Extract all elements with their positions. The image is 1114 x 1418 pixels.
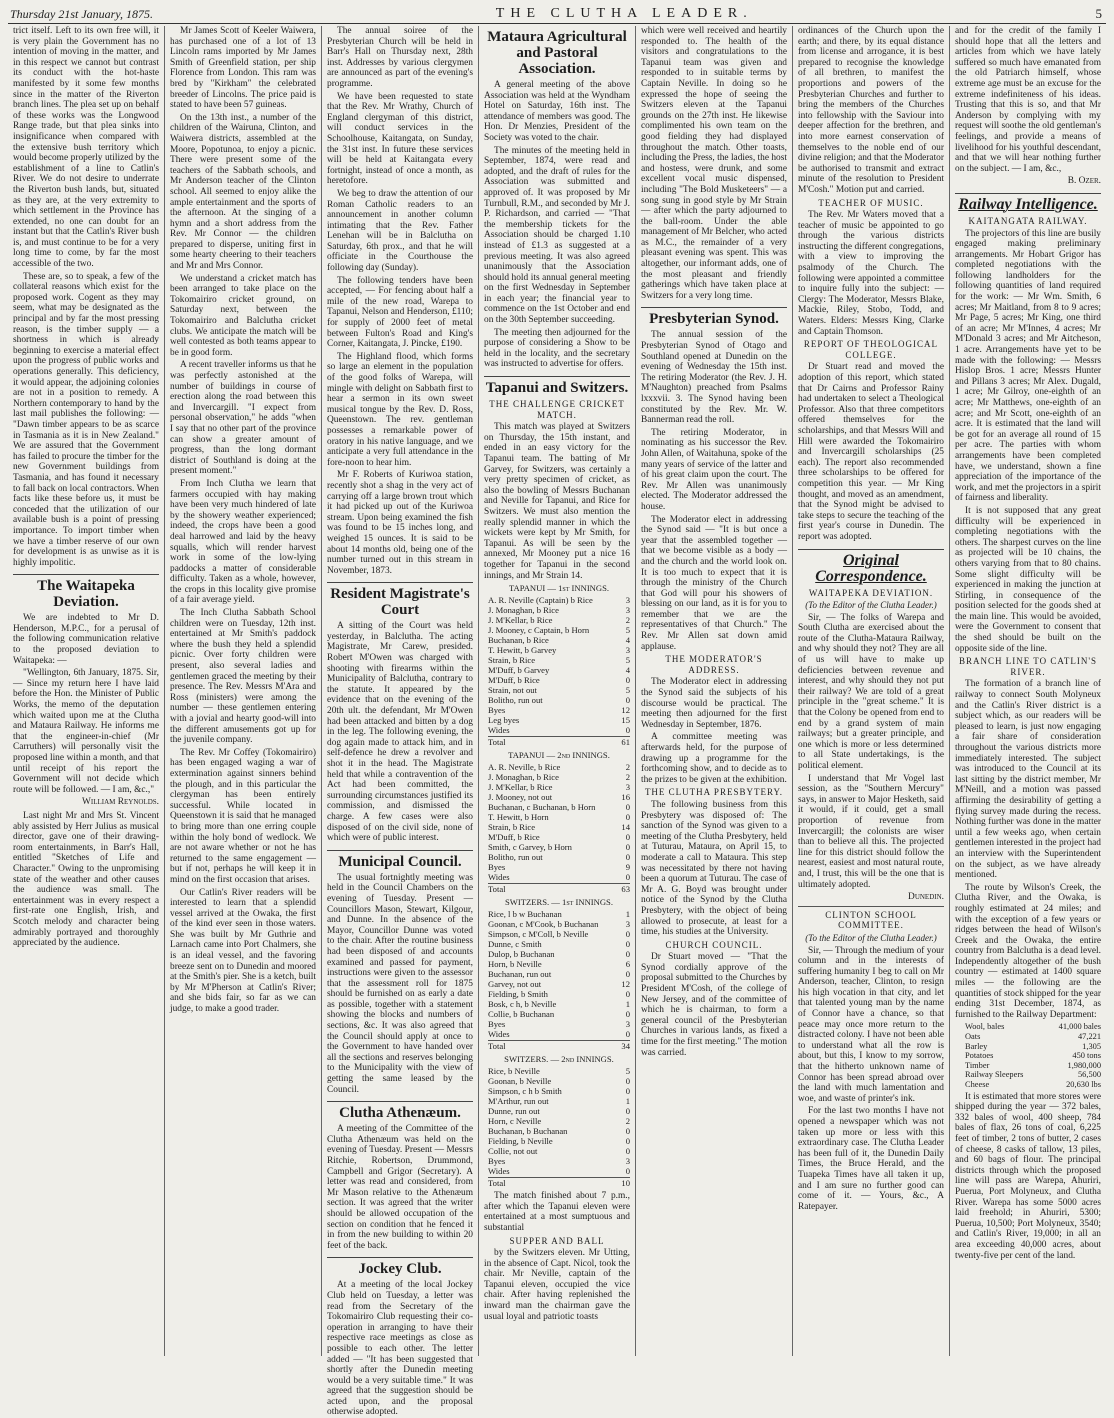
runs: 5	[625, 1066, 630, 1077]
score-row	[488, 1076, 630, 1086]
score-total: Total 34	[488, 1041, 630, 1052]
score-row	[488, 989, 630, 999]
article-paragraph: Mr James Scott of Keeler Waiwera, has purchased one of a lot of 13 Lincoln rams imported by Mr James Smith of Greenfield station, per ship Florence from London. This ram was bred by "Kirkham" the celebrated breeder of Lincolns. The price paid is stated to have been 57 guineas.	[170, 26, 316, 111]
article-paragraph: We beg to draw the attention of our Roman Catholic readers to an announcement in another column intimating that the Rev. Father Lenehan will be in Balclutha on Saturday, 6th prox., and that he will officiate in the Courthouse the following day (Sunday).	[327, 188, 473, 274]
column-4	[479, 26, 636, 1356]
stat-row	[965, 1080, 1101, 1090]
article-paragraph: The projectors of this line are busily engaged making preliminary arrangements. Mr Hobart Grigor has completed negotiations with the following landholders for the following quantities of land required for the work: — Mr Wm. Smith, 6 acres; Mr Maitland, from 8 to 9 acres; Mr Page, 5 acres; Mr King, one third of an acre; Mr M'Innes, 4 acres; Mr M'Donald 3 acres; and Mr Aitcheson, 1 acre. Arrangements have yet to be made with the following: — Messrs Hislop Bros. 1 acre; Messrs Hunter and Pillans 3 acres; Mr Alex. Dugald, 1 acre; Mr Gilroy, one-eighth of an acre; Mr Matthews, one-eighth of an acre; and Mr Scott, one-eighth of an acre. It is estimated that the land will be got for an average all round of 15 per acre. The parties with whom arrangements have been completed have, we understand, shown a fine appreciation of the importance of the work, and met the projectors in a spirit of fairness and liberality.	[955, 228, 1101, 504]
score-row	[488, 919, 630, 929]
score-row	[488, 862, 630, 872]
runs: 0	[625, 969, 630, 980]
score-row	[488, 1126, 630, 1136]
runs: 0	[625, 1126, 630, 1137]
article-paragraph: We are indebted to Mr D. Henderson, M.P.C., for a perusal of the following communication relative to the proposed deviation to Waitapeka: —	[13, 613, 159, 666]
article-paragraph: The following business from this Presbytery was disposed of: The sanction of the Synod was given to a meeting of the Clutha Presbytery, held at Tuturau, Mataura, on April 15, to moderate a call to Mataura. This step was necessitated by there not having been a quorum at Tuturau. The case of Mr A. G. Boyd was brought under notice of the Synod by the Clutha Presbytery, with the object of being allowed to prosecute, at least for a time, his studies at the University.	[641, 799, 787, 938]
score-row	[488, 929, 630, 939]
batsman: A. R. Neville, b Rice	[488, 762, 561, 773]
runs: 5	[625, 655, 630, 666]
batsman: Collie, b Buchanan	[488, 1009, 555, 1020]
article-paragraph: The Highland flood, which forms so large an element in the population of the good folks of Warepa, will mingle with delight on Sabbath first to hear a sermon in its own sweet musical tongue by the Rev. D. Ross, Queenstown. The rev. gentleman possesses a remarkable power of oratory in his native language, and we anticipate a very full attendance in the fore-noon to hear him.	[327, 351, 473, 468]
subheading: WAITAPEKA DEVIATION.	[808, 587, 934, 598]
batsman: Bolitho, run out	[488, 852, 543, 863]
score-row	[488, 1009, 630, 1019]
score-row	[488, 705, 630, 715]
batsman: Buchanan, b Rice	[488, 635, 549, 646]
batsman: M'Duff, b Rice	[488, 832, 540, 843]
runs: 0	[625, 832, 630, 843]
scorecard-switzers-2	[488, 1054, 630, 1188]
subheading: REPORT OF THEOLOGICAL COLLEGE.	[803, 339, 939, 360]
batsman: J. M'Kellar, b Rice	[488, 782, 553, 793]
score-row	[488, 979, 630, 989]
letter-signature: B. Ozer.	[1067, 176, 1101, 187]
batsman: Horn, b Neville	[488, 959, 542, 970]
newspaper-title: THE CLUTHA LEADER.	[495, 6, 753, 21]
subheading: BRANCH LINE TO CATLIN'S RIVER.	[958, 656, 1098, 677]
article-paragraph: The match finished about 7 p.m., after which the Tapanui eleven were entertained at a most sumptuous and substantial	[484, 1191, 630, 1233]
runs: 0	[625, 725, 630, 736]
article-paragraph: trict itself. Left to its own free will, it is very plain the Government has no intention of moving in the matter, and in this respect we cannot but contrast its conduct with the hot-haste manifested by it some few months since in the matter of the Riverton branch lines. The plea set up on behalf of these works was the Longwood Range trade, but that plea sinks into insignificance when compared with the extensive bush territory which would become properly utilized by the establishment of a line to Catlin's River. We do not desire to underrate the Riverton bush lands, but, situated as they are, at the very extremity to which settlement in the Province has extended, no one can doubt for an instant but that the Catlin's River bush is, and must continue to be for a very long time to come, by far the most accessible of the two.	[13, 26, 159, 270]
runs: 2	[625, 615, 630, 626]
article-paragraph: We have been requested to state that the Rev. Mr Wrathy, Church of England clergyman of this district, will conduct services in the Schoolhouse, Kaitangata, on Sunday, the 31st inst. In future these services will be held at Kaitangata every fortnight, instead of once a month, as heretofore.	[327, 91, 473, 187]
runs: 4	[625, 635, 630, 646]
runs: 0	[625, 949, 630, 960]
article-paragraph: The following tenders have been accepted, — For fencing about half a mile of the new road, Warepa to Tapanui, Nelson and Henderson, £110; for supply of 2000 feet of metal between Fulton's Road and King's Corner, Kaitangata, J. Pincke, £190.	[327, 275, 473, 350]
score-row	[488, 822, 630, 832]
batsman: Buchanan, run out	[488, 969, 552, 980]
stat-value: 20,630 lbs	[1066, 1080, 1101, 1089]
stat-label: Timber	[965, 1060, 990, 1070]
runs: 0	[625, 1009, 630, 1020]
score-row	[488, 665, 630, 675]
score-row	[488, 802, 630, 812]
runs: 1	[625, 909, 630, 920]
article-paragraph: I understand that Mr Vogel last session, as the "Southern Mercury" says, in answer to Major Hesketh, said it would, if it could, get a small proportion of revenue from Invercargill; the colonists are wiser than to believe all this. The projected line for this district should follow the nearest, easiest and most natural route, and, I trust, this will be the one that is ultimately adopted.	[798, 773, 944, 890]
scorecard-heading: SWITZERS. — 2nd INNINGS.	[504, 1054, 614, 1065]
batsman: Fielding, b Smith	[488, 989, 548, 1000]
article-paragraph: From Inch Clutha we learn that farmers occupied with hay making have been very much hindered of late by the showery weather experienced; indeed, the crops have been a good deal harrowed and laid by the heavy squalls, which will render harvest work in some of the low-lying paddocks a matter of considerable difficulty. Taken as a whole, however, the crops in this locality give promise of a fair average yield.	[170, 478, 316, 606]
score-row	[488, 909, 630, 919]
masthead	[8, 4, 1106, 24]
stat-label: Wool, bales	[965, 1022, 1005, 1032]
article-paragraph: Last night Mr and Mrs St. Vincent ably assisted by Herr Julius as musical director, gave one of their drawing-room entertainments, in Barr's Hall, entitled "Sketches of Life and Character." Owing to the unpromising state of the weather and other causes the audience was small. The entertainment was in every respect a first-rate one English, Irish, and Scotch melody and character being admirably portrayed and thoroughly appreciated by the audience.	[13, 810, 159, 949]
article-paragraph: At a meeting of the local Jockey Club held on Tuesday, a letter was read from the Secretary of the Tokomairiro Club requesting their co-operation in arranging to have their respective race meetings as close as possible to each other. The letter added — "It has been suggested that shortly after the Dunedin meeting would be a very suitable time." It was agreed that the suggestion should be acted upon, and the proposal otherwise adopted.	[327, 1280, 473, 1418]
batsman: Wides	[488, 725, 510, 736]
article-paragraph: A general meeting of the above Association was held at the Wyndham Hotel on Saturday, 16th inst. The attendance of members was good. The Hon. Dr Menzies, President of the Society was voted to the chair.	[484, 80, 630, 143]
score-row	[488, 872, 630, 882]
stat-label: Barley	[965, 1041, 988, 1051]
editor-note: (To the Editor of the Clutha Leader.)	[805, 600, 937, 611]
subheading: TEACHER OF MUSIC.	[818, 197, 924, 208]
article-paragraph: The Rev. Mr Coffey (Tokomairiro) has been engaged waging a war of extermination against sinners behind the plough, and in this particular the clergyman has been entirely successful. While located in Queenstown it is said that he managed to bring more than one erring couple within the holy bond of wedlock. We are not aware whether or not he has returned to the same engagement — but if not, perhaps he will keep it in mind on the first occasion that arises.	[170, 747, 316, 885]
score-row	[488, 595, 630, 605]
runs: 0	[625, 1136, 630, 1147]
issue-date: Thursday 21st January, 1875.	[10, 7, 154, 21]
runs: 12	[621, 705, 630, 716]
score-row	[488, 695, 630, 705]
batsman: M'Arthur, run out	[488, 1096, 549, 1107]
runs: 0	[625, 812, 630, 823]
runs: 3	[625, 595, 630, 606]
article-paragraph: A recent traveller informs us that he was perfectly astonished at the number of buildings in course of erection along the road between this and Invercargill. "I expect from personal observation," he adds "when I say that no other part of the province can show a greater amount of progress, than the long dormant district of Southland is doing at the present moment."	[170, 360, 316, 477]
runs: 1	[625, 1096, 630, 1107]
runs: 3	[625, 782, 630, 793]
score-row	[488, 715, 630, 725]
runs: 0	[625, 802, 630, 813]
score-row	[488, 939, 630, 949]
score-total: Total 61	[488, 737, 630, 748]
stat-value: 56,500	[1077, 1070, 1101, 1080]
stat-value: 41,000 bales	[1058, 1022, 1101, 1032]
letter-signature: William Reynolds.	[82, 797, 159, 808]
batsman: J. Monaghan, b Rice	[488, 605, 559, 616]
batsman: Bosk, c h, b Neville	[488, 999, 557, 1010]
runs: 2	[625, 762, 630, 773]
batsman: Fielding, b Neville	[488, 1136, 553, 1147]
subheading: THE CLUTHA PRESBYTERY.	[644, 787, 784, 798]
column-7	[950, 26, 1106, 1356]
stat-value: 450 tons	[1072, 1051, 1101, 1061]
stat-label: Cheese	[965, 1080, 990, 1089]
batsman: T. Hewitt, b Garvey	[488, 645, 557, 656]
article-paragraph: Dr Stuart read and moved the adoption of this report, which stated that Dr Cairns and Professor Rainy had undertaken to select a Theological Professor. Also that three competitors offered themselves for the scholarships, and that Messrs Will and Hill were awarded the Tokomairiro and Invercargill scholarships (25 each). The report also recommended three scholarships to be offered for competition this year. — Mr King thought, and moved as an amendment, that the Synod might be advised to take steps to secure the teaching of the first year's course in Dunedin. The report was adopted.	[798, 362, 944, 542]
runs: 15	[621, 715, 630, 726]
runs: 14	[621, 822, 630, 833]
score-row	[488, 675, 630, 685]
runs: 3	[625, 1019, 630, 1030]
batsman: Strain, b Rice	[488, 822, 536, 833]
batsman: Bolitho, run out	[488, 695, 543, 706]
score-row	[488, 969, 630, 979]
article-paragraph: The Moderator elect in addressing the Synod said — "It is but once a year that the assembled together — that we become visible as a body — and the church and the world look on. It is too much to expect that it is through the ministry of the Church that God will pour his showers of blessing on our land, as it is for you to remember that we are the representatives of that Church." The Rev. Mr Allen sat down amid applause.	[641, 514, 787, 652]
article-paragraph: and for the credit of the family I should hope that all the letters and articles from which we have lately suffered so much have emanated from the old Patriarch himself, whose extreme age must be an excuse for the extreme indefiniteness of his ideas. Trusting that this is so, and that Mr Anderson by complying with my request will soothe the old gentleman's feelings, and provide a means of livelihood for his youthful descendant, and that we will hear nothing further on the subject. — I am, &c.,	[955, 26, 1101, 174]
subheading: THE CHALLENGE CRICKET MATCH.	[489, 399, 625, 420]
columns	[8, 26, 1106, 1418]
batsman: J. M'Kellar, b Rice	[488, 615, 553, 626]
score-row	[488, 635, 630, 645]
runs: 4	[625, 665, 630, 676]
scorecard-tapanui-1	[488, 583, 630, 747]
article-paragraph: The Moderator elect in addressing the Synod said the subjects of his discourse would be practical. The meeting then adjourned for the first Wednesday in September, 1876.	[641, 677, 787, 730]
batsman: J. Monaghan, b Rice	[488, 772, 559, 783]
column-1	[8, 26, 165, 1356]
article-paragraph: The retiring Moderator, in nominating as his successor the Rev. John Allen, of Waitahuna, spoke of the many years of service of the latter and of his great claim upon the court. The Rev. Mr Allen was unanimously elected. The Moderator addressed the house.	[641, 427, 787, 512]
batsman: Wides	[488, 1029, 510, 1040]
article-paragraph: For the last two months I have not opened a newspaper which was not taken up more or less with this extraordinary case. The Clutha Leader has been full of it, the Dunedin Daily Times, the Bruce Herald, and the Tuapeka Times have all taken it up, and I am sure no further good can come of it. — Yours, &c., A Ratepayer.	[798, 1106, 944, 1212]
article-paragraph: The minutes of the meeting held in September, 1874, were read and adopted, and the draft of rules for the Association was submitted and approved of. It was proposed by Mr Turnbull, R.M., and seconded by Mr J. P. Richardson, and carried — "That the membership tickets for the Association should be charged 1.10 instead of £1.3 as suggested at a previous meeting. It was also agreed unanimously that the Association should hold its annual general meeting on the first Wednesday in September in each year; the financial year to commence on the 1st October and end on the 30th September succeeding.	[484, 145, 630, 326]
score-row	[488, 792, 630, 802]
article-paragraph: We understand a cricket match has been arranged to take place on the Tokomairiro cricket ground, on Saturday next, between the Tokomairiro and Balclutha cricket clubs. We anticipate the match will be well contested as both teams appear to be in good form.	[170, 273, 316, 358]
batsman: Byes	[488, 862, 506, 873]
score-row	[488, 762, 630, 772]
letter-signature: Dunedin.	[908, 892, 944, 903]
runs: 0	[625, 675, 630, 686]
runs: 12	[621, 979, 630, 990]
stat-row	[965, 1051, 1101, 1061]
score-row	[488, 999, 630, 1009]
runs: 3	[625, 1156, 630, 1167]
batsman: Collie, not out	[488, 1146, 538, 1157]
score-row	[488, 852, 630, 862]
runs: 0	[625, 1029, 630, 1040]
runs: 9	[625, 862, 630, 873]
score-row	[488, 959, 630, 969]
column-5	[636, 26, 793, 1356]
headline-railway-intelligence: Railway Intelligence.	[955, 193, 1101, 213]
runs: 0	[625, 989, 630, 1000]
score-row	[488, 1136, 630, 1146]
score-row	[488, 625, 630, 635]
batsman: Simpson, c M'Coll, b Neville	[488, 929, 589, 940]
runs: 0	[625, 1106, 630, 1117]
runs: 0	[625, 1076, 630, 1087]
total-runs: 34	[621, 1041, 630, 1052]
score-total: Total 63	[488, 884, 630, 895]
stat-label: Railway Sleepers	[965, 1070, 1024, 1080]
runs: 2	[625, 772, 630, 783]
runs: 0	[625, 1146, 630, 1157]
runs: 2	[625, 1116, 630, 1127]
score-row	[488, 1156, 630, 1166]
article-paragraph: This match was played at Switzers on Thursday, the 15th instant, and ended in an easy victory for the Tapanui team. The batting of Mr Garvey, for Switzers, was certainly a very pretty specimen of cricket, as also the bowling of Messrs Buchanan and Neville for Tapanui, and Rice for Switzers. We must also mention the really splendid manner in which the wickets were kept by Mr Smith, for Tapanui. As will be seen by the annexed, Mr Mooney put a nice 16 together for Tapanui in the second innings, and Mr Strain 14.	[484, 422, 630, 581]
batsman: Wides	[488, 872, 510, 883]
score-row	[488, 1066, 630, 1076]
batsman: Leg byes	[488, 715, 520, 726]
article-paragraph: A meeting of the Committee of the Clutha Athenæum was held on the evening of Tuesday. Present — Messrs Ritchie, Robertson, Drummond, Campbell and Grigor (Secretary). A letter was read and considered, from Mr Mason relative to the Athenæum section. It was agreed that the writer should be allowed occupation of the section on condition that he fenced it in from the new building to within 20 feet of the back.	[327, 1124, 473, 1251]
batsman: Byes	[488, 1156, 506, 1167]
batsman: M'Duff, b Rice	[488, 675, 540, 686]
stat-value: 1,305	[1082, 1041, 1101, 1051]
article-paragraph: The annual soiree of the Presbyterian Church will be held in Barr's Hall on Thursday next, 28th inst. Addresses by various clergymen are announced as part of the evening's programme.	[327, 26, 473, 89]
batsman: Dunne, run out	[488, 1106, 540, 1117]
article-paragraph: Sir, — The folks of Warepa and South Clutha are exercised about the route of the Clutha-Mataura Railway, and why should they not? They are all of us will have to make up deficiencies between revenue and interest, and why should they not put their railway? We are told of a great principle in the "great scheme." It is that the Colony be opened from end to end by a grand system of main railways; but a greater principle, and one which is more or less determined to all State undertakings, is the political element.	[798, 612, 944, 771]
runs: 0	[625, 852, 630, 863]
runs: 0	[625, 1166, 630, 1177]
runs: 3	[625, 605, 630, 616]
column-6	[793, 26, 950, 1356]
editor-note: (To the Editor of the Clutha Leader.)	[805, 932, 937, 943]
score-row	[488, 725, 630, 735]
runs: 5	[625, 625, 630, 636]
score-total: Total 10	[488, 1178, 630, 1189]
stat-label: Oats	[965, 1032, 981, 1042]
batsman: Buchanan, c Buchanan, b Horn	[488, 802, 596, 813]
stat-label: Potatoes	[965, 1051, 994, 1061]
score-row	[488, 1029, 630, 1039]
runs: 0	[625, 939, 630, 950]
article-paragraph: Sir, — Through the medium of your column and in the interests of suffering humanity I beg to call on Mr Anderson, teacher, Clinton, to resign his high vocation in that city, and let that talented young man by the name of Connor have a chance, so that peace may once more return to the distracted colony. I have not been able to understand what all the row is about, but this, I know to my sorrow, that the hitherto unknown name of Connor has been spread abroad over the land with much lamentation and woe, and waste of printer's ink.	[798, 945, 944, 1104]
score-row	[488, 1116, 630, 1126]
article-paragraph: The route by Wilson's Creek, the Clutha River, and the Owaka, is roughly estimated at 24 miles; and with the exception of a few years or ridges between the head of Wilson's Creek and the Owaka, the entire country from Balclutha is a dead level. Independently altogether of the bush country — estimated at 1400 square miles — the following are the quantities of stock shipped for the year ending 31st December, 1874, as furnished to the Railway Department:	[955, 882, 1101, 1020]
batsman: Byes	[488, 1019, 506, 1030]
batsman: Buchanan, b Buchanan	[488, 1126, 568, 1137]
batsman: Smith, c Garvey, b Horn	[488, 842, 572, 853]
headline-mataura-association: Mataura Agricultural and Pastoral Association.	[487, 29, 627, 77]
runs: 16	[621, 792, 630, 803]
batsman: Rice, l b w Buchanan	[488, 909, 562, 920]
batsman: Goonan, c M'Cook, b Buchanan	[488, 919, 599, 930]
score-row	[488, 832, 630, 842]
batsman: Dunne, c Smith	[488, 939, 542, 950]
batsman: Simpson, c h b Smith	[488, 1086, 562, 1097]
batsman: Garvey, not out	[488, 979, 542, 990]
headline-presbyterian-synod: Presbyterian Synod.	[641, 307, 787, 327]
article-paragraph: A sitting of the Court was held yesterday, in Balclutha. The acting Magistrate, Mr Carew, presided. Robert M'Owen was charged with shooting with firearms within the Municipality of Balclutha, contrary to the statute. It appeared by the evidence that on the evening of the 20th ult. the defendant, Mr M'Owen had been attacked and bitten by a dog in the leg. The following evening, the dog again made to attack him, and in self-defence he drew a revolver and shot it in the head. The Magistrate held that while a contravention of the Act had been committed, the surrounding circumstances justified its commission, and dismissed the charge. A few cases were also disposed of on the civil side, none of which were of public interest.	[327, 621, 473, 844]
batsman: J. Mooney, c Captain, b Horn	[488, 625, 590, 636]
scorecard-switzers-1	[488, 897, 630, 1051]
article-paragraph: On the 13th inst., a number of the children of the Wairuna, Clinton, and Waiwera districts, assembled at the Moore, Popotunoa, to enjoy a picnic. There were present some of the teachers of the Sabbath schools, and Mr Anderson teacher of the Clinton school. All seemed to enjoy alike the ample entertainment and the sports of the afternoon. At the singing of a hymn and a short address from the Rev. Mr Connor — the children prepared to disperse, uniting first in some hearty cheering to their teachers and Mr and Mrs Connor.	[170, 112, 316, 272]
article-paragraph: The Rev. Mr Waters moved that a teacher of music be appointed to go through the various districts instructing the different congregations, with a view to improving the psalmody of the Church. The following were appointed a committee to inquire fully into the subject: — Clergy: The Moderator, Messrs Blake, Mackie, Riley, Stobo, Todd, and Waters. Elders: Messrs King, Clarke and Captain Thomson.	[798, 210, 944, 337]
score-row	[488, 1096, 630, 1106]
stat-row	[965, 1032, 1101, 1042]
article-paragraph: by the Switzers eleven. Mr Utting, in the absence of Capt. Nicol, took the chair. Mr Neville, captain of the Tapanui eleven, occupied the vice chair. After having replenished the inward man the chairman gave the usual loyal and patriotic toasts	[484, 1248, 630, 1322]
score-row	[488, 1146, 630, 1156]
column-3	[322, 26, 479, 1418]
stat-value: 1,980,000	[1067, 1060, 1101, 1070]
article-paragraph: The meeting then adjourned for the purpose of considering a Show to be held in the locality, and the secretary was instructed to advertise for offers.	[484, 327, 630, 370]
stat-value: 47,221	[1077, 1032, 1101, 1042]
stat-row	[965, 1061, 1101, 1071]
headline-municipal-council: Municipal Council.	[327, 850, 473, 870]
headline-resident-magistrates-court: Resident Magistrate's Court	[327, 582, 473, 618]
runs: 0	[625, 1086, 630, 1097]
shipping-table	[965, 1022, 1101, 1089]
runs: 3	[625, 919, 630, 930]
subheading: CLINTON SCHOOL COMMITTEE.	[825, 909, 917, 931]
score-row	[488, 842, 630, 852]
score-row	[488, 605, 630, 615]
batsman: T. Hewitt, b Horn	[488, 812, 549, 823]
score-row	[488, 645, 630, 655]
article-paragraph: The usual fortnightly meeting was held in the Council Chambers on the evening of Tuesday. Present — Councillors Mason, Stewart, Kilgour, and Dunne. In the absence of the Mayor, Councillor Dunne was voted to the chair. After the routine business had been disposed of and accounts examined and passed for payment, instructions were given to the assessor that the assessment roll for 1875 should be furnished on as early a date as possible, together with a statement showing the blocks and numbers of sections, &c. It was also agreed that the Council should apply at once to the Government to have handed over all the sections and reserves belonging to the Municipality with the view of getting the same leased by the Council.	[327, 872, 473, 1095]
score-row	[488, 949, 630, 959]
headline-clutha-athenaeum: Clutha Athenæum.	[327, 1101, 473, 1121]
scorecard-heading: SWITZERS. — 1st INNINGS.	[505, 897, 613, 908]
article-paragraph: Dr Stuart moved — "That the Synod cordially approve of the proposal submitted to the Churches by President M'Cosh, of the college of New Jersey, and of the committee of which he is chairman, to form a general council of the Presbyterian Churches in various lands, as fixed a time for the first meeting." The motion was carried.	[641, 952, 787, 1058]
batsman: Wides	[488, 1166, 510, 1177]
subheading: KAITANGATA RAILWAY.	[968, 215, 1088, 226]
article-paragraph: Mr F. Roberts of Kuriwoa station, recently shot a shag in the very act of carrying off a large brown trout which it had picked up out of the Kuriwoa stream. Upon being examined the fish was found to be 15 inches long, and weighed 15 ounces. It is said to be about 14 months old, being one of the number turned out in this stream in November, 1873.	[327, 470, 473, 576]
score-row	[488, 685, 630, 695]
runs: 0	[625, 695, 630, 706]
runs: 3	[625, 645, 630, 656]
stat-row	[965, 1070, 1101, 1080]
article-paragraph: The Inch Clutha Sabbath School children were on Tuesday, 12th inst. entertained at Mr Smith's paddock where the bush they held a splendid picnic. Over forty children were present, also several ladies and gentlemen graced the meeting by their presence. The Rev. Messrs M'Ara and Ross (ministers) were among the number — these gentlemen entering with a jovial and hearty good-will into the different amusements got up for the juvenile company.	[170, 608, 316, 746]
headline-tapanui-switzers: Tapanui and Switzers.	[484, 376, 630, 396]
stat-row	[965, 1022, 1101, 1032]
runs: 6	[625, 959, 630, 970]
score-row	[488, 782, 630, 792]
article-paragraph: The formation of a branch line of railway to connect South Molyneux and the Catlin's River district is a subject which, as our readers will be pleased to learn, is just now engaging a fair share of consideration throughout the various districts more immediately interested. The subject was introduced to the Council at its last sitting by the district member, Mr M'Neill, and a motion was passed affirming the desirability of getting a flying survey made during the recess. Nothing further was done in the matter until a few weeks ago, when certain gentlemen interested in the project had an interview with the Superintendent on the subject, as we have already mentioned.	[955, 679, 1101, 881]
column-2	[165, 26, 322, 1356]
article-paragraph: which were well received and heartily responded to. The health of the visitors and congratulations to the Tapanui team was given and responded to in suitable terms by Captain Neville. In doing so he expressed the hope of seeing the Switzers eleven at the Tapanui grounds on the 27th inst. He likewise complimented his own team on the good fielding they had displayed throughout the match. Other toasts, including the Press, the ladies, the host and hostess, were drunk, and some excellent vocal music dispensed, including "The Bold Musketeers" — a song sung in good style by Mr Strain — after which the party adjourned to the ball-room. Under the able management of Mr Belcher, who acted as M.C., the remainder of a very pleasant evening was spent. This was altogether, our informant adds, one of the most pleasant and friendly gatherings which have taken place at Switzers for a very long time.	[641, 26, 787, 301]
stat-row	[965, 1042, 1101, 1052]
headline-jockey-club: Jockey Club.	[327, 1257, 473, 1277]
total-runs: 61	[621, 737, 630, 748]
batsman: Rice, b Neville	[488, 1066, 540, 1077]
runs: 5	[625, 685, 630, 696]
batsman: Horn, c Neville	[488, 1116, 542, 1127]
divider	[798, 906, 944, 907]
article-paragraph: ordinances of the Church upon the earth; and there, by its equal distance from license and arrogance, it is best prepared to recognise the knowledge of all brethren, to manifest the proportions and powers of the Presbyterian Churches and further to bring the members of the Churches into fellowship with the Saviour into deeper affection for the brethren, and into more earnest conservation of themselves to the noble end of our divine religion; and that the Moderator be authorised to transmit and extract minute of the resolution to President M'Cosh." Motion put and carried.	[798, 26, 944, 195]
runs: 1	[625, 999, 630, 1010]
score-row	[488, 655, 630, 665]
total-runs: 10	[621, 1178, 630, 1189]
headline-waitapeka-deviation: The Waitapeka Deviation.	[13, 574, 159, 610]
batsman: M'Duff, b Garvey	[488, 665, 550, 676]
headline-original-correspondence: Original Correspondence.	[798, 549, 944, 585]
batsman: Goonan, b Neville	[488, 1076, 552, 1087]
article-paragraph: "Wellington, 6th January, 1875. Sir, — Since my return here I have laid before the Hon. the Minister of Public Works, the memo of the deputation which waited upon me at the Clutha and Mataura Railway. He informs me that the engineer-in-chief (Mr Carruthers) will personally visit the proposed line within a month, and that until receipt of his report the Government will not decide which route will be followed. — I am, &c.,"	[13, 668, 159, 795]
subheading: THE MODERATOR'S ADDRESS.	[665, 654, 763, 675]
batsman: Byes	[488, 705, 506, 716]
subheading: CHURCH COUNCIL.	[665, 939, 763, 950]
runs: 0	[625, 872, 630, 883]
article-paragraph: A committee meeting was afterwards held, for the purpose of drawing up a programme for the forthcoming show, and to decide as to the prizes to be given at the exhibition.	[641, 732, 787, 785]
batsman: J. Mooney, not out	[488, 792, 553, 803]
batsman: A. R. Neville (Captain) b Rice	[488, 595, 593, 606]
article-paragraph: Our Catlin's River readers will be interested to learn that a splendid vessel arrived at the Owaka, the first of the kind ever seen in those waters. She was built by Mr Guthrie and Larnach came into Port Chalmers, she is an ideal vessel, and the favoring breeze sent on to Dunedin and moored at the Smith's pier. She is a ketch, built by Mr M'Pherson at Catlin's River; and she bids fair, so far as we can judge, to make a good trader.	[170, 887, 316, 1015]
score-row	[488, 1106, 630, 1116]
article-paragraph: It is estimated that more stores were shipped during the year — 372 bales, 332 bales of wool, 400 sheep, 784 bales of flax, 26 tons of coal, 6,225 feet of timber, 2 tons of butter, 2 cases of cheese, 8 casks of tallow, 13 piles, and 60 bags of flour. The principal districts through which the proposed line will pass are Warepa, Ahuriri, Puerua, Port Molyneux, and Clutha River. Warepa has some 5000 acres laid freehold; in Ahuriri, 5300; Puerua, 10,500; Port Molyneux, 3540; and Catlin's River, 19,000; in all an area exceeding 40,000 acres, about twenty-five per cent of the land.	[955, 1091, 1101, 1261]
page-number: 5	[1095, 6, 1104, 21]
total-runs: 63	[621, 884, 630, 895]
score-row	[488, 1019, 630, 1029]
runs: 0	[625, 842, 630, 853]
article-paragraph: It is not supposed that any great difficulty will be experienced in completing negotiations with the others. The sharpest curves on the line as projected will be 10 chains, the others varying from that to 80 chains. Some slight difficulty will be experienced in making the junction at Stirling, in consequence of the position selected for the goods shed at the main line. This would be avoided, were the Government to consent that the shed should be built on the opposite side of the line.	[955, 505, 1101, 654]
batsman: Dulop, b Buchanan	[488, 949, 555, 960]
score-row	[488, 772, 630, 782]
batsman: Strain, not out	[488, 685, 537, 696]
subheading: SUPPER AND BALL	[509, 1235, 605, 1246]
scorecard-heading: TAPANUI — 2nd INNINGS.	[508, 750, 610, 761]
batsman: Strain, b Rice	[488, 655, 536, 666]
article-paragraph: These are, so to speak, a few of the collateral reasons which exist for the proposed work. Cogent as they may seem, what may be designated as the principal and by far the most pressing reason, is the timber supply — a shortness in which is already beginning to exercise a material effect upon the progress of public works and operations generally. This deficiency, it would appear, the adjoining colonies are not in a position to remedy. A Northern contemporary to hand by the last mail publishes the following: — "Dawn timber appears to be as scarce in Tasmania as it is in New Zealand." We are assured that the Government has failed to procure the timber for the new Government buildings from Tasmania, and has found it necessary to fall back on local contractors. When facts like these before us, it must be conceded that the utilization of our available bush is a point of pressing importance. To import timber when we have a timber reserve of our own for development is as unwise as it is highly impolitic.	[13, 271, 159, 568]
scorecard-heading: TAPANUI — 1st INNINGS.	[508, 583, 610, 594]
scorecard-tapanui-2	[488, 750, 630, 894]
score-row	[488, 1086, 630, 1096]
score-row	[488, 812, 630, 822]
score-row	[488, 1166, 630, 1176]
article-paragraph: The annual session of the Presbyterian Synod of Otago and Southland opened at Dunedin on the evening of Wednesday the 15th inst. The retiring Moderator (the Rev. J. H. M'Naughton) preached from Psalms lxxxvii. 3. The Synod having been constituted by the Rev. Mr. W. Bannerman read the roll.	[641, 330, 787, 426]
runs: 0	[625, 929, 630, 940]
score-row	[488, 615, 630, 625]
